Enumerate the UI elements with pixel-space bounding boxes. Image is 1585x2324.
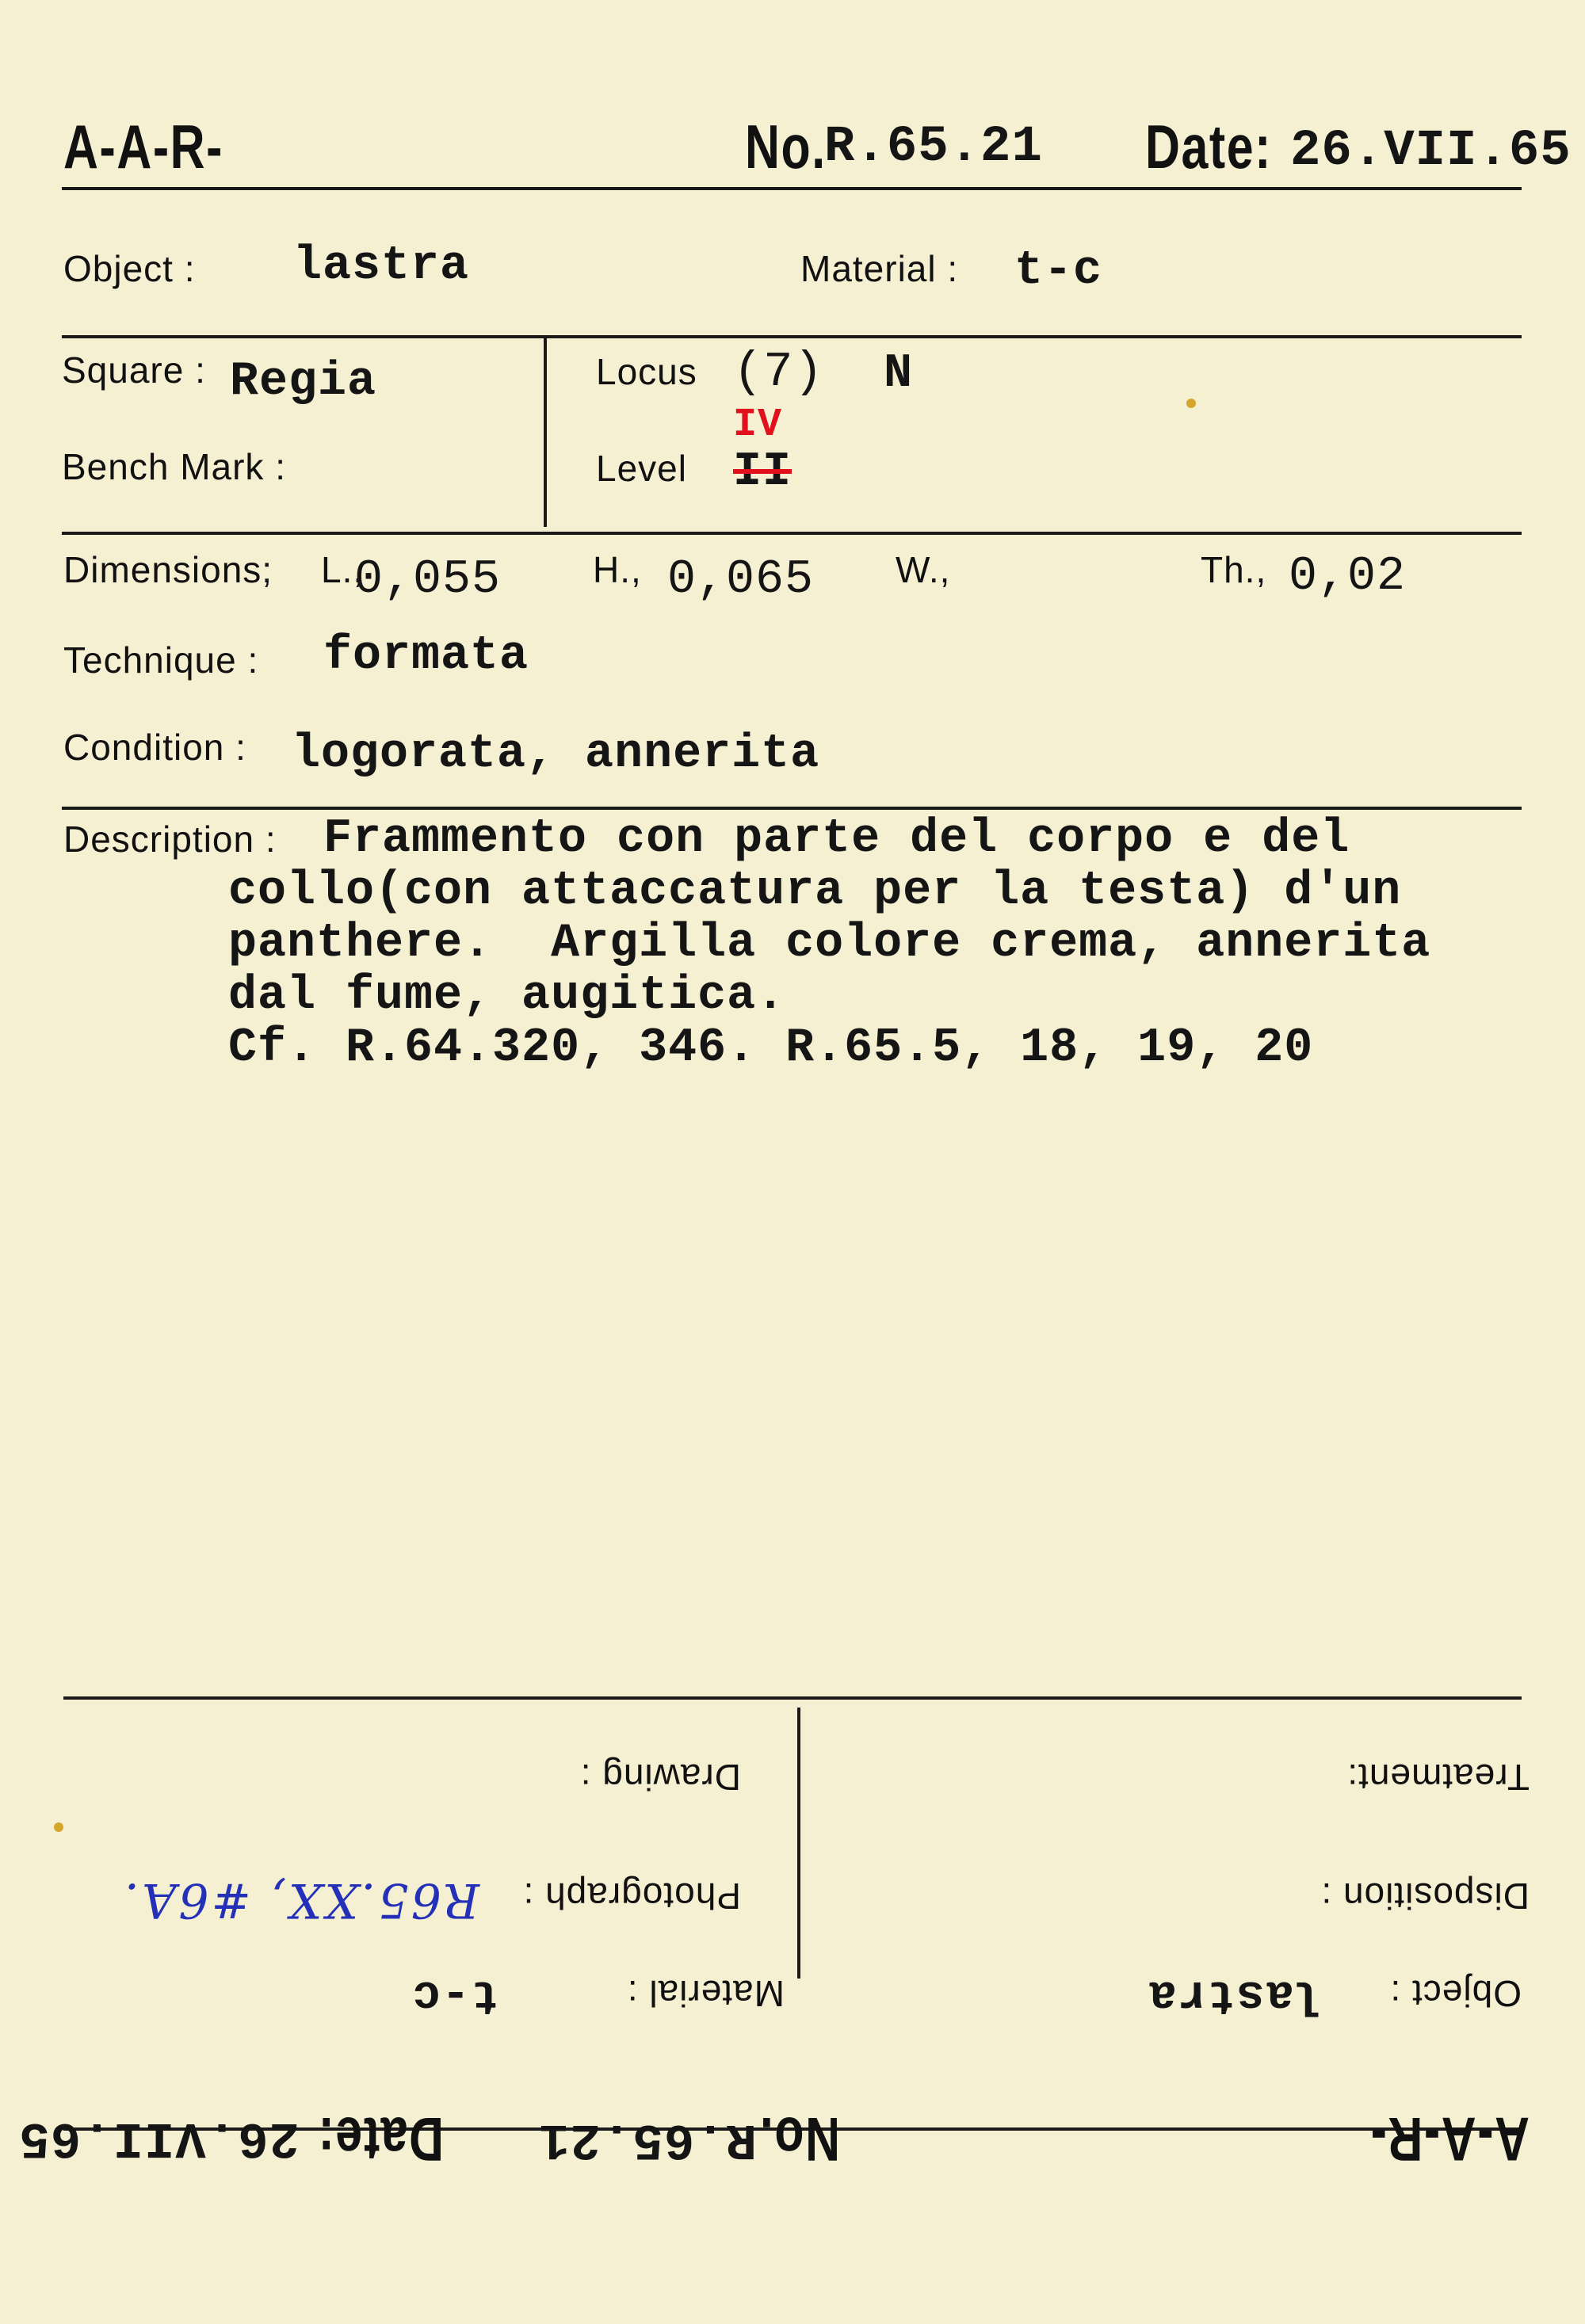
- date-label-inverted: Date:: [317, 2105, 444, 2174]
- object-label-inverted: Object :: [1389, 1973, 1522, 2014]
- locus-extra: N: [884, 347, 914, 401]
- description-line: collo(con attaccatura per la testa) d'un: [228, 864, 1402, 918]
- height-label: H.,: [593, 549, 642, 590]
- object-value-inverted: lastra: [1147, 1967, 1323, 2021]
- date-value-inverted: 26.VII.65: [18, 2108, 300, 2166]
- condition-divider: [62, 807, 1522, 810]
- thickness-label: Th.,: [1201, 549, 1267, 590]
- locus-value: (7): [733, 344, 824, 400]
- number-value: R.65.21: [824, 119, 1043, 176]
- object-value: lastra: [293, 239, 470, 293]
- description-line: Cf. R.64.320, 346. R.65.5, 18, 19, 20: [228, 1021, 1314, 1075]
- locus-divider: [62, 532, 1522, 535]
- description-label: Description :: [63, 819, 277, 860]
- description-line: panthere. Argilla colore crema, annerita: [228, 917, 1431, 971]
- org-code-inverted: A-A-R-: [1369, 2105, 1530, 2174]
- drawing-label: Drawing :: [579, 1757, 741, 1798]
- thickness-value: 0,02: [1289, 550, 1407, 604]
- object-label: Object :: [63, 248, 196, 289]
- material-label-inverted: Material :: [626, 1973, 785, 2014]
- photograph-value: R65.XX, #6A.: [121, 1872, 479, 1928]
- material-label: Material :: [800, 248, 959, 289]
- date-label: Date:: [1145, 112, 1272, 181]
- bench-mark-label: Bench Mark :: [62, 446, 286, 487]
- header-divider: [62, 187, 1522, 190]
- width-label: W.,: [896, 549, 951, 590]
- square-label: Square :: [62, 349, 206, 391]
- number-label-inverted: No.: [758, 2105, 840, 2174]
- level-value: II: [733, 445, 792, 499]
- disposition-label: Disposition :: [1320, 1876, 1530, 1917]
- condition-label: Condition :: [63, 727, 246, 768]
- technique-value: formata: [323, 629, 529, 683]
- locus-label: Locus: [596, 351, 697, 392]
- date-value: 26.VII.65: [1290, 123, 1572, 180]
- org-code: A-A-R-: [63, 112, 223, 181]
- material-value: t-c: [1014, 244, 1103, 298]
- material-value-inverted: t-c: [411, 1967, 499, 2021]
- inverted-section: [0, 1634, 1585, 2324]
- object-divider: [62, 335, 1522, 338]
- photograph-label: Photograph :: [522, 1876, 741, 1917]
- number-label: No.: [745, 112, 827, 181]
- height-value: 0,065: [667, 553, 815, 607]
- condition-value: logorata, annerita: [292, 727, 820, 781]
- ink-spot: [1186, 399, 1196, 408]
- level-label: Level: [596, 448, 687, 489]
- description-line: Frammento con parte del corpo e del: [323, 812, 1350, 866]
- description-line: dal fume, augitica.: [228, 969, 786, 1023]
- square-locus-divider: [544, 338, 547, 527]
- length-label: L.,: [321, 549, 365, 590]
- dimensions-label: Dimensions;: [63, 549, 273, 590]
- level-correction: IV: [733, 403, 783, 448]
- square-value: Regia: [230, 355, 377, 409]
- technique-label: Technique :: [63, 639, 259, 681]
- number-value-inverted: R.65.21: [538, 2110, 757, 2167]
- length-value: 0,055: [354, 553, 502, 607]
- treatment-label: Treatment:: [1346, 1757, 1530, 1798]
